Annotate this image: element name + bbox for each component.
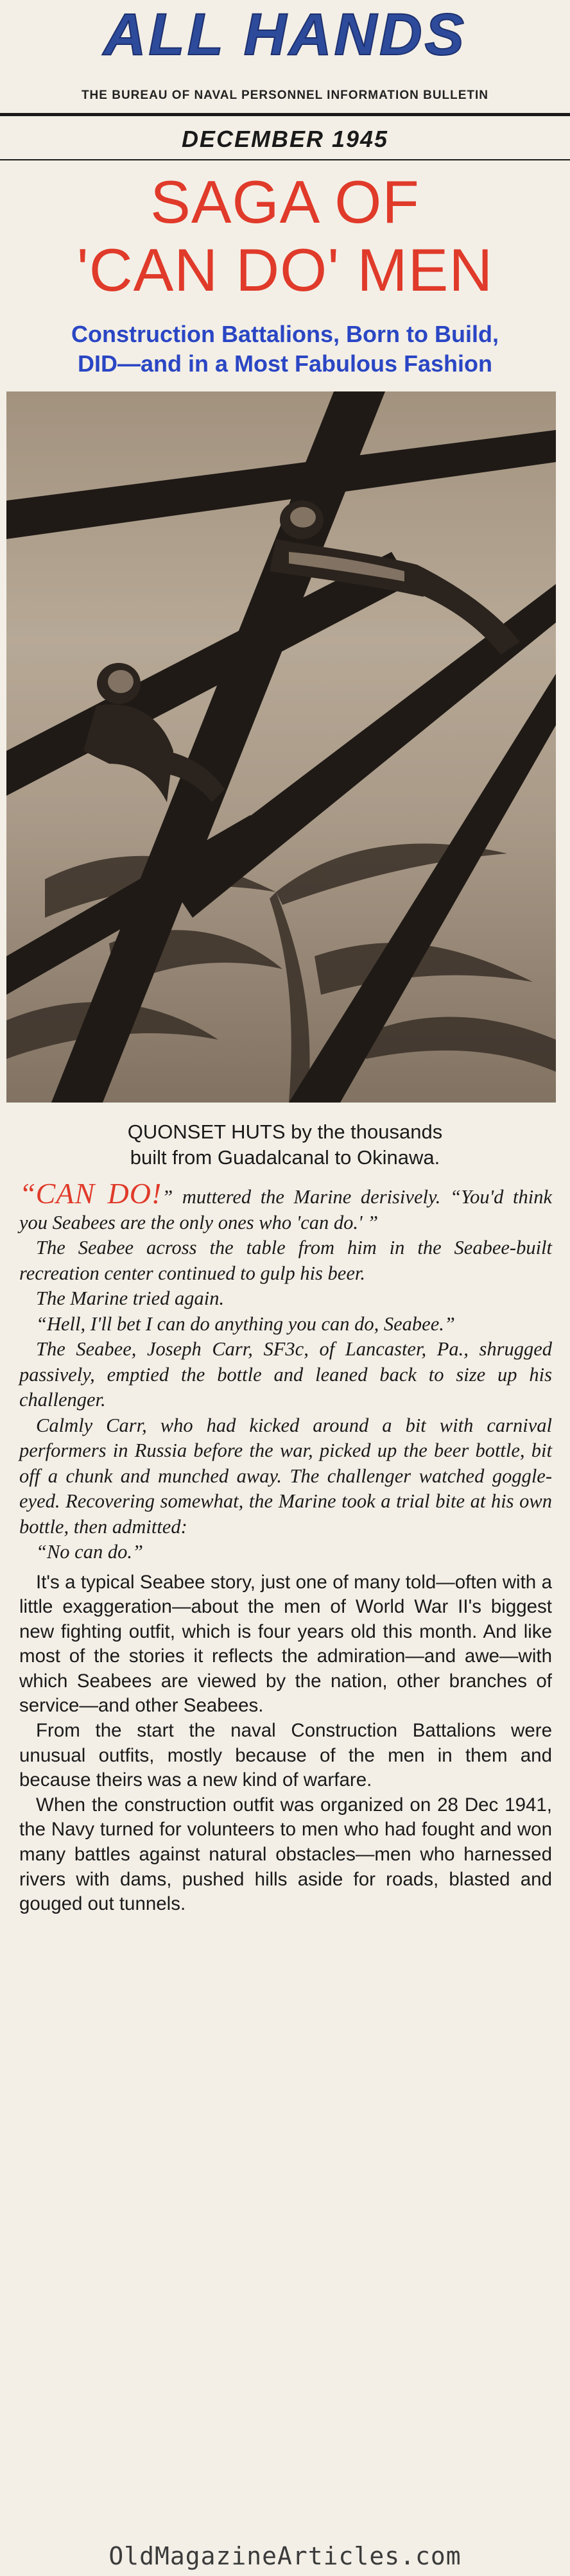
article-body (19, 1177, 552, 1917)
masthead-title: ALL HANDS (103, 2, 467, 67)
masthead-rule-bottom (0, 159, 570, 160)
article-photo (6, 391, 556, 1103)
opening-word: CAN DO! (35, 1177, 162, 1210)
paragraph-2: The Seabee across the table from him in the Seabee-built recreation center continued to gulp his beer. (19, 1237, 552, 1284)
photo-caption (0, 1119, 570, 1171)
paragraph-6: Calmly Carr, who had kicked around a bit with carnival performers in Russia before the war, picked up the beer bottle, bit off a chunk and munched away. The challenger watched goggle-eyed. Recovering somewhat, the Marine took a trial bite at his own bottle, then admitted: (19, 1414, 552, 1538)
photo-illustration (6, 391, 556, 1103)
photo-caption-line-1: QUONSET HUTS by the thousands (127, 1121, 443, 1143)
paragraph-1-rest: ” muttered the Marine derisively. “You'd think you Seabees are the only ones who 'can do.' ” (19, 1186, 552, 1233)
masthead-subtitle: THE BUREAU OF NAVAL PERSONNEL INFORMATION BULLETIN (81, 89, 489, 102)
paragraph-10: When the construction outfit was organized on 28 Dec 1941, the Navy turned for volunteers to men who had fought and won many battles against natural obstacles—men who harnessed rivers with dams, pushed hills aside for roads, blasted and gouged out tunnels. (19, 1794, 552, 1915)
opening-quote-mark: “ (19, 1177, 36, 1210)
headline-line-1: SAGA OF (150, 168, 420, 236)
paragraph-9: From the start the naval Construction Battalions were unusual outfits, mostly because of the men in them and because theirs was a new kind of warfare. (19, 1720, 552, 1791)
deck-line-1: Construction Battalions, Born to Build, (71, 321, 499, 347)
paragraph-8: It's a typical Seabee story, just one of many told—often with a little exaggeration—about the men of World War II's biggest new fighting outfit, which is four years old this month. And like most of the stories it reflects the admiration—and awe—with which Seabees are viewed by the nation, other branches of service—and other Seabees. (19, 1571, 552, 1717)
masthead-rule-top (0, 113, 570, 116)
deck-line-2: DID—and in a Most Fabulous Fashion (77, 350, 492, 377)
deck (0, 320, 570, 379)
paragraph-5: The Seabee, Joseph Carr, SF3c, of Lancaster, Pa., shrugged passively, emptied the bottle and leaned back to size up his challenger. (19, 1338, 552, 1411)
masthead (0, 0, 570, 71)
paragraph-1 (19, 1177, 552, 1235)
headline-line-2: 'CAN DO' MEN (76, 236, 494, 304)
paragraph-7: “No can do.” (36, 1541, 143, 1563)
photo-caption-line-2: built from Guadalcanal to Okinawa. (130, 1146, 440, 1169)
headline (0, 168, 570, 304)
site-watermark: OldMagazineArticles.com (108, 2542, 462, 2570)
issue-date: DECEMBER 1945 (181, 126, 389, 152)
paragraph-4: “Hell, I'll bet I can do anything you can do, Seabee.” (36, 1312, 455, 1335)
paragraph-3: The Marine tried again. (36, 1287, 225, 1309)
